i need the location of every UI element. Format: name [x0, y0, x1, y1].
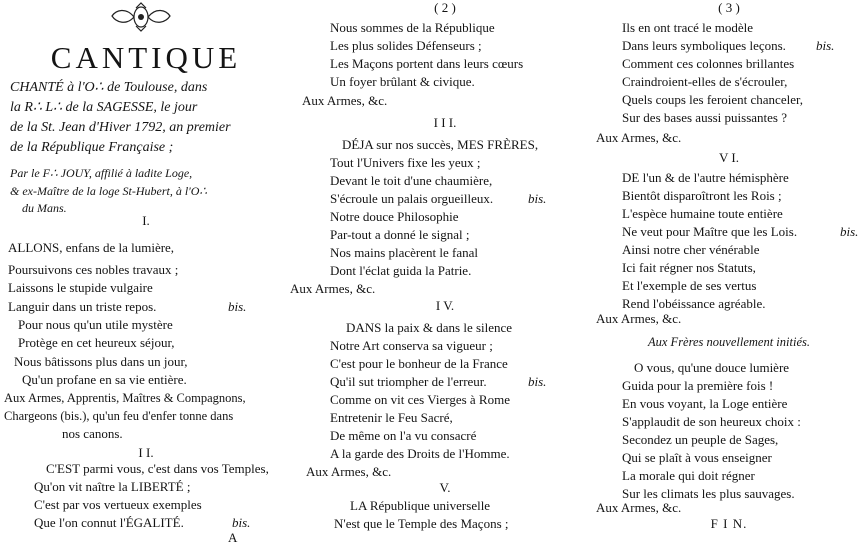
- refrain-line: Aux Armes, &c.: [302, 93, 388, 108]
- section-number: V.: [439, 480, 451, 495]
- verse-line: Nous bâtissons plus dans un jour,: [14, 354, 188, 369]
- page-number: ( 2 ): [434, 0, 456, 15]
- page-title: CANTIQUE: [50, 40, 242, 75]
- page-2: [290, 0, 590, 532]
- verse-line: Sur des bases aussi puissantes ?: [622, 110, 788, 125]
- chorus-line: nos canons.: [62, 426, 123, 441]
- verse-line: Un foyer brûlant & civique.: [330, 74, 475, 89]
- fin-marker: F I N.: [710, 516, 748, 531]
- verse-line: Quels coups les feroient chanceler,: [622, 92, 804, 107]
- subtitle-line: de la St. Jean d'Hiver 1792, an premier: [10, 120, 231, 135]
- section-number: V I.: [719, 150, 739, 165]
- verse-line: Qu'on vit naître la LIBERTÉ ;: [34, 479, 191, 494]
- verse-line: Protège en cet heureux séjour,: [18, 335, 175, 350]
- subtitle-line: la R∴ L∴ de la SAGESSE, le jour: [10, 100, 198, 115]
- verse-line: S'applaudit de son heureux choix :: [622, 414, 801, 429]
- verse-line: L'espèce humaine toute entière: [622, 206, 783, 221]
- subtitle-line: de la République Française ;: [10, 140, 174, 155]
- verse-line: Par-tout a donné le signal ;: [330, 227, 470, 242]
- verse-line: Laissons le stupide vulgaire: [8, 280, 153, 295]
- refrain-line: Aux Armes, &c.: [596, 311, 682, 326]
- verse-line: Ils en ont tracé le modèle: [622, 20, 754, 35]
- page-number: ( 3 ): [718, 0, 740, 15]
- refrain-line: Aux Armes, &c.: [290, 281, 376, 296]
- verse-line: Poursuivons ces nobles travaux ;: [8, 262, 179, 277]
- section-number: I.: [142, 213, 150, 228]
- verse-line: Notre douce Philosophie: [330, 209, 459, 224]
- verse-line: Que l'on connut l'ÉGALITÉ.: [34, 515, 184, 530]
- refrain-line: Aux Armes, &c.: [596, 130, 682, 145]
- dedication: Aux Frères nouvellement initiés.: [648, 335, 810, 349]
- subtitle-line: CHANTÉ à l'O∴ de Toulouse, dans: [10, 80, 208, 95]
- verse-line: Guida pour la première fois !: [622, 378, 774, 393]
- refrain-line: Aux Armes, &c.: [306, 464, 392, 479]
- verse-line: C'est par vos vertueux exemples: [34, 497, 202, 512]
- verse-line: Notre Art conserva sa vigueur ;: [330, 338, 493, 353]
- verse-line: Rend l'obéissance agréable.: [622, 296, 766, 311]
- bis-marker: bis.: [232, 515, 251, 530]
- verse-line: Tout l'Univers fixe les yeux ;: [330, 155, 481, 170]
- verse-line: Ne veut pour Maître que les Lois.: [622, 224, 798, 239]
- ornament-vignette-icon: [106, 2, 176, 32]
- bis-marker: bis.: [228, 299, 247, 314]
- verse-line: Sur les climats les plus sauvages.: [622, 486, 795, 501]
- section-number: I I I.: [433, 115, 457, 130]
- verse-line: De même on l'a vu consacré: [330, 428, 477, 443]
- verse-line: Nous sommes de la République: [330, 20, 495, 35]
- author-line: & ex-Maître de la loge St-Hubert, à l'O∴: [10, 184, 208, 198]
- verse-line: C'EST parmi vous, c'est dans vos Temples,: [46, 461, 269, 476]
- verse-line: Entretenir le Feu Sacré,: [330, 410, 453, 425]
- verse-line: Languir dans un triste repos.: [8, 299, 157, 314]
- author-line: Par le F∴ JOUY, affilié à ladite Loge,: [10, 166, 193, 180]
- verse-line: Dont l'éclat guida la Patrie.: [330, 263, 472, 278]
- verse-line: Devant le toit d'une chaumière,: [330, 173, 493, 188]
- section-number: I V.: [435, 298, 455, 313]
- verse-line: Et l'exemple de ses vertus: [622, 278, 757, 293]
- verse-line: Qu'il sut triompher de l'erreur.: [330, 374, 487, 389]
- verse-line: O vous, qu'une douce lumière: [634, 360, 790, 375]
- verse-line: ALLONS, enfans de la lumière,: [8, 240, 175, 255]
- refrain-line: Aux Armes, &c.: [596, 500, 682, 515]
- chorus-line: Chargeons (bis.), qu'un feu d'enfer tonne dans: [4, 409, 234, 423]
- verse-line: DANS la paix & dans le silence: [346, 320, 513, 335]
- verse-line: A la garde des Droits de l'Homme.: [330, 446, 510, 461]
- verse-line: Ainsi notre cher vénérable: [622, 242, 760, 257]
- verse-line: Pour nous qu'un utile mystère: [18, 317, 173, 332]
- verse-line: Ici fait régner nos Statuts,: [622, 260, 756, 275]
- verse-line: LA République universelle: [350, 498, 491, 513]
- verse-line: S'écroule un palais orgueilleux.: [330, 191, 494, 206]
- bis-marker: bis.: [840, 224, 859, 239]
- author-line: du Mans.: [22, 201, 67, 215]
- verse-line: Qui se plaît à vous enseigner: [622, 450, 772, 465]
- chorus-line: Aux Armes, Apprentis, Maîtres & Compagnons,: [4, 391, 246, 405]
- verse-line: DÉJA sur nos succès, MES FRÈRES,: [342, 137, 539, 152]
- bis-marker: bis.: [528, 191, 547, 206]
- catchword: A: [228, 530, 238, 545]
- bis-marker: bis.: [816, 38, 835, 53]
- verse-line: Bientôt disparoîtront les Rois ;: [622, 188, 782, 203]
- verse-line: Qu'un profane en sa vie entière.: [22, 372, 187, 387]
- verse-line: C'est pour le bonheur de la France: [330, 356, 508, 371]
- verse-line: Craindroient-elles de s'écrouler,: [622, 74, 788, 89]
- verse-line: Les Maçons portent dans leurs cœurs: [330, 56, 524, 71]
- verse-line: N'est que le Temple des Maçons ;: [334, 516, 509, 531]
- verse-line: Nos mains placèrent le fanal: [330, 245, 478, 260]
- page-1: [0, 0, 292, 545]
- verse-line: Comme on vit ces Vierges à Rome: [330, 392, 510, 407]
- verse-line: Dans leurs symboliques leçons.: [622, 38, 786, 53]
- verse-line: DE l'un & de l'autre hémisphère: [622, 170, 789, 185]
- section-number: I I.: [138, 445, 154, 460]
- verse-line: Les plus solides Défenseurs ;: [330, 38, 482, 53]
- bis-marker: bis.: [528, 374, 547, 389]
- verse-line: En vous voyant, la Loge entière: [622, 396, 788, 411]
- verse-line: La morale qui doit régner: [622, 468, 755, 483]
- verse-line: Secondez un peuple de Sages,: [622, 432, 779, 447]
- page-3: [594, 0, 864, 532]
- verse-line: Comment ces colonnes brillantes: [622, 56, 795, 71]
